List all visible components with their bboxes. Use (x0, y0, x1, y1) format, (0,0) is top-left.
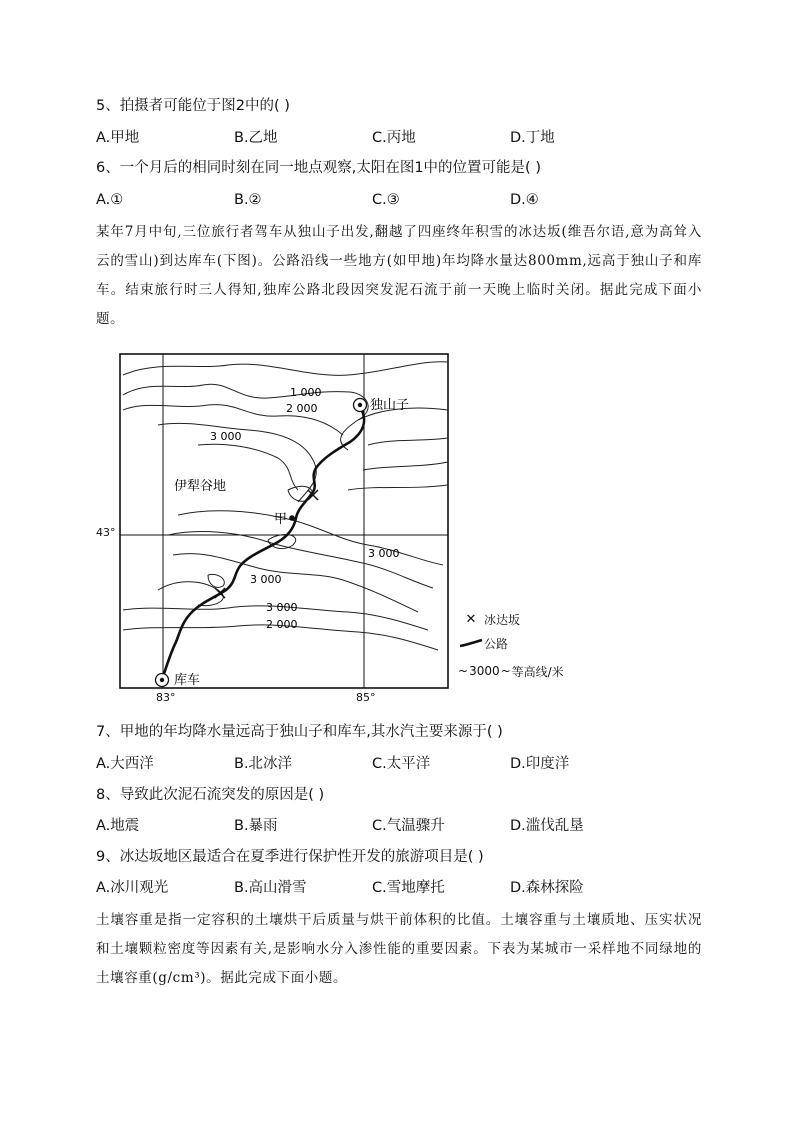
legend-contour: ~ 3000 ~ 等高线/米 (458, 664, 564, 679)
contour-label-3000-north: 3 000 (210, 430, 242, 443)
question-7-stem: 7、甲地的年均降水量远高于独山子和库车,其水汽主要来源于( ) (96, 724, 503, 740)
q7-option-c: C.太平洋 (372, 756, 431, 772)
pass-symbol-icon: ✕ (465, 611, 477, 627)
passage-soil-bulk-density: 土壤容重是指一定容积的土壤烘干后质量与烘干前体积的比值。土壤容重与土壤质地、压实状况和土壤颗粒密度等因素有关,是影响水分入渗性能的重要因素。下表为某城市一采样地不同绿地的土壤容重(g/cm³)。据此完成下面小题。 (96, 912, 702, 986)
dukuroad-road (162, 407, 364, 680)
question-9-stem: 9、冰达坂地区最适合在夏季进行保护性开发的旅游项目是( ) (96, 849, 484, 865)
q9-option-d: D.森林探险 (510, 880, 584, 896)
contour-label-3000-south: 3 000 (250, 573, 282, 586)
latitude-43-label: 43° (96, 526, 116, 539)
q8-option-d: D.滥伐乱垦 (510, 818, 584, 834)
contour-label-3000-east: 3 000 (368, 547, 400, 560)
contour-symbol-icon: ~ (458, 664, 469, 678)
q6-option-d: D.④ (510, 192, 539, 208)
q6-option-a: A.① (96, 192, 124, 208)
jia-point (289, 515, 295, 521)
contour-label-2000-south: 2 000 (266, 618, 298, 631)
q5-option-b: B.乙地 (234, 130, 278, 146)
q6-option-b: B.② (234, 192, 262, 208)
label-kuche: 库车 (174, 673, 201, 688)
q7-option-d: D.印度洋 (510, 756, 570, 772)
label-yili-valley: 伊犁谷地 (174, 479, 227, 494)
road-symbol-icon (458, 637, 484, 649)
legend-contour-value: 3000 (469, 664, 500, 678)
map-legend (458, 608, 578, 682)
legend-pass (458, 608, 578, 630)
longitude-83-label: 83° (156, 691, 176, 704)
kuche-marker (156, 674, 169, 687)
q8-option-b: B.暴雨 (234, 818, 278, 834)
q5-option-d: D.丁地 (510, 130, 555, 146)
contour-label-1000: 1 000 (290, 386, 322, 399)
q9-option-b: B.高山滑雪 (234, 880, 307, 896)
q7-option-b: B.北冰洋 (234, 756, 293, 772)
q8-option-c: C.气温骤升 (372, 818, 445, 834)
question-6-stem: 6、一个月后的相同时刻在同一地点观察,太阳在图1中的位置可能是( ) (96, 160, 541, 176)
q7-option-a: A.大西洋 (96, 756, 154, 772)
q5-option-c: C.丙地 (372, 130, 416, 146)
q5-option-a: A.甲地 (96, 130, 140, 146)
legend-road (458, 632, 578, 654)
question-8-stem: 8、导致此次泥石流突发的原因是( ) (96, 787, 325, 803)
contour-map-figure (96, 350, 578, 704)
label-dushanzi: 独山子 (370, 398, 410, 413)
question-5-stem: 5、拍摄者可能位于图2中的( ) (96, 98, 290, 114)
legend-contour-label: 等高线/米 (511, 664, 564, 679)
q8-option-a: A.地震 (96, 818, 140, 834)
q9-option-c: C.雪地摩托 (372, 880, 445, 896)
q6-option-c: C.③ (372, 192, 400, 208)
dushanzi-marker (354, 399, 367, 412)
contour-label-2000-north: 2 000 (286, 402, 318, 415)
label-jia: 甲 (274, 512, 288, 527)
legend-pass-label: 冰达坂 (484, 612, 521, 627)
passage-dukuroad: 某年7月中旬,三位旅行者驾车从独山子出发,翻越了四座终年积雪的冰达坂(维吾尔语,意为高耸入云的雪山)到达库车(下图)。公路沿线一些地方(如甲地)年均降水量达800mm,远高于独山子和库车。结束旅行时三人得知,独库公路北段因突发泥石流于前一天晚上临时关闭。据此完成下面小题。 (96, 224, 702, 327)
longitude-85-label: 85° (356, 691, 376, 704)
contour-label-3000-lower: 3 000 (266, 601, 298, 614)
q9-option-a: A.冰川观光 (96, 880, 169, 896)
legend-road-label: 公路 (484, 636, 509, 651)
